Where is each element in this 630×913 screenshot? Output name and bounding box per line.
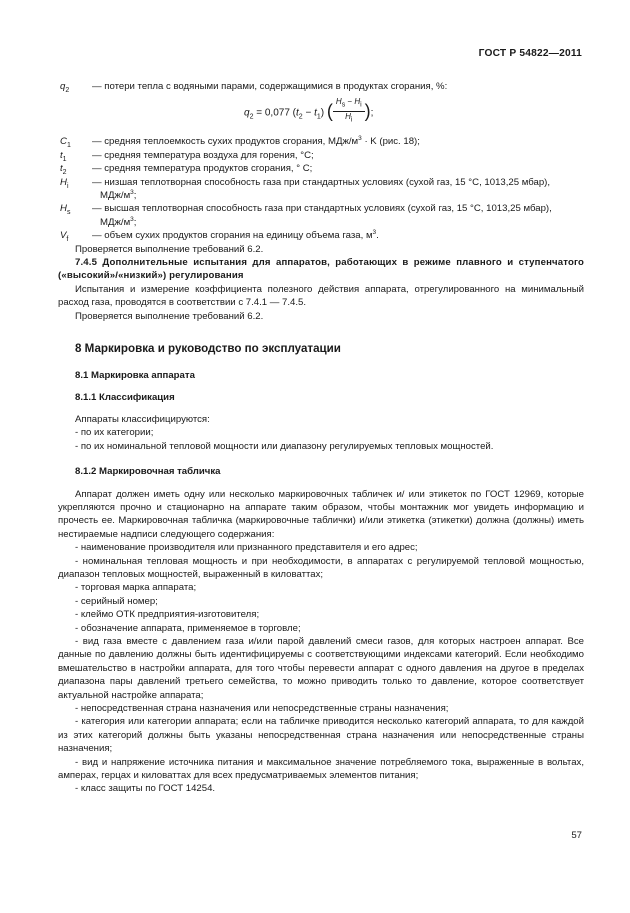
symbol-vf: $V_f$	[60, 230, 69, 244]
page-content	[58, 80, 584, 796]
page-number: 57	[571, 830, 582, 841]
definition-t2: $t_2$ — средняя температура продуктов сгорания, ° C;	[58, 162, 584, 175]
section-8-title: 8 Маркировка и руководство по эксплуатации	[75, 342, 341, 356]
section-7-4-5-text: Испытания и измерение коэффициента полезного действия аппарата, отрегулированного на минимальный расход газа, проводятся в соответствии с 7.4.1 — 7.4.5.	[58, 283, 584, 309]
symbol-hs: $H_s$	[60, 203, 71, 217]
marking-item: - торговая марка аппарата;	[75, 582, 197, 594]
marking-item: - наименование производителя или признанного представителя и его адрес;	[75, 542, 418, 554]
left-paren: (	[326, 100, 333, 121]
marking-item: - номинальная тепловая мощность и при необходимости, в аппаратах с регулируемой тепловой мощностью, диапазон тепловых мощностей, выраженный в киловаттах;	[58, 555, 584, 580]
classification-intro: Аппараты классифицируются:	[75, 413, 210, 425]
section-7-4-5-title: 7.4.5 Дополнительные испытания для аппаратов, работающих в режиме плавного и ступенчатого («высокий»/«низкий») регулирования	[58, 257, 584, 282]
symbol-c1: $C_1$	[60, 136, 71, 150]
section-8-1-title: 8.1 Маркировка аппарата	[75, 370, 195, 382]
check-requirements: Проверяется выполнение требований 6.2.	[75, 243, 264, 255]
marking-plate-intro: Аппарат должен иметь одну или несколько маркировочных табличек и/ или этикеток по ГОСТ 12969, которые укрепляются прочно и стационарно на аппарате таким образом, чтобы монтажник мог увидеть информацию и прочесть ее. Маркировочная табличка (маркировочные таблички) и/или этикетка (этикетки) должна (должны) иметь нестираемые надписи следующего содержания:	[58, 488, 584, 540]
formula-q2	[58, 95, 584, 135]
definition-q2	[58, 80, 584, 93]
symbol-q2: $q_2$	[60, 81, 70, 94]
definition-hs: $H_s$ — высшая теплотворная способность газа при стандартных условиях (сухой газ, 15 °C, 1013,25 мбар), МДж/$м^3$;	[60, 203, 552, 228]
marking-item: - клеймо ОТК предприятия-изготовителя;	[75, 609, 260, 621]
fraction-numerator: $H_s - H_i$	[333, 97, 365, 112]
formula-expression: $q_2 = 0,077$ $(t_2 - t_1)$ ( $\frac{H_s - H_i}{H_i}$ );	[244, 97, 374, 124]
definition-text: — потери тепла с водяными парами, содержащимися в продуктах сгорания, %:	[92, 81, 448, 92]
definition-vf: $V_f$ — объем сухих продуктов сгорания на единицу объема газа, $м^3$.	[58, 229, 584, 242]
classification-item: - по их номинальной тепловой мощности или диапазону регулируемых тепловых мощностей.	[75, 440, 494, 452]
definition-c1: $C_1$ — средняя теплоемкость сухих продуктов сгорания, МДж/$м^3 \cdot K$ (рис. 18);	[58, 135, 584, 148]
symbol-hi: $H_i$	[60, 176, 69, 190]
marking-item: - обозначение аппарата, применяемое в торговле;	[75, 622, 301, 634]
right-paren: )	[364, 100, 371, 121]
definition-hi: $H_i$ — низшая теплотворная способность газа при стандартных условиях (сухой газ, 15 °C, 1013,25 мбар), МДж/$м^3$;	[60, 176, 551, 202]
marking-item: - непосредственная страна назначения или непосредственные страны назначения;	[75, 703, 449, 715]
symbol-t1: $t_1$	[60, 149, 67, 163]
fraction-denominator: $H_i$	[345, 112, 353, 124]
fraction	[333, 97, 365, 125]
definition-t1: $t_1$ — средняя температура воздуха для горения, °C;	[58, 149, 584, 162]
marking-item: - серийный номер;	[75, 595, 158, 607]
marking-item: - категория или категории аппарата; если на табличке приводится несколько категорий аппарата, то для каждой из этих категорий должны быть указаны непосредственная страна назначения или непосредственные страны назначения;	[58, 716, 584, 755]
marking-item: - вид газа вместе с давлением газа и/или парой давлений смеси газов, для которых настроен аппарат. Все данные по давлению должны быть идентифицируемы с соответствующими индексами категорий. Если необходимо вмешательство в настройки аппарата, для того чтобы перевести аппарат с одного давления на другое в пределах диапазона пары давлений третьего семейства, то можно приводить только то давление, которое соответствует актуальной настройке аппарата;	[58, 636, 584, 701]
section-8-1-2-title: 8.1.2 Маркировочная табличка	[75, 466, 221, 478]
section-8-1-1-title: 8.1.1 Классификация	[75, 391, 175, 403]
page-header-standard: ГОСТ Р 54822—2011	[478, 48, 582, 59]
marking-item: - класс защиты по ГОСТ 14254.	[75, 783, 216, 795]
marking-item: - вид и напряжение источника питания и максимальное значение потребляемого тока, выраженные в вольтах, амперах, герцах и киловаттах для всех предусматриваемых элементов питания;	[58, 756, 584, 782]
symbol-t2: $t_2$	[60, 163, 67, 177]
section-7-4-5-check: Проверяется выполнение требований 6.2.	[75, 310, 264, 322]
classification-item: - по их категории;	[75, 427, 154, 439]
